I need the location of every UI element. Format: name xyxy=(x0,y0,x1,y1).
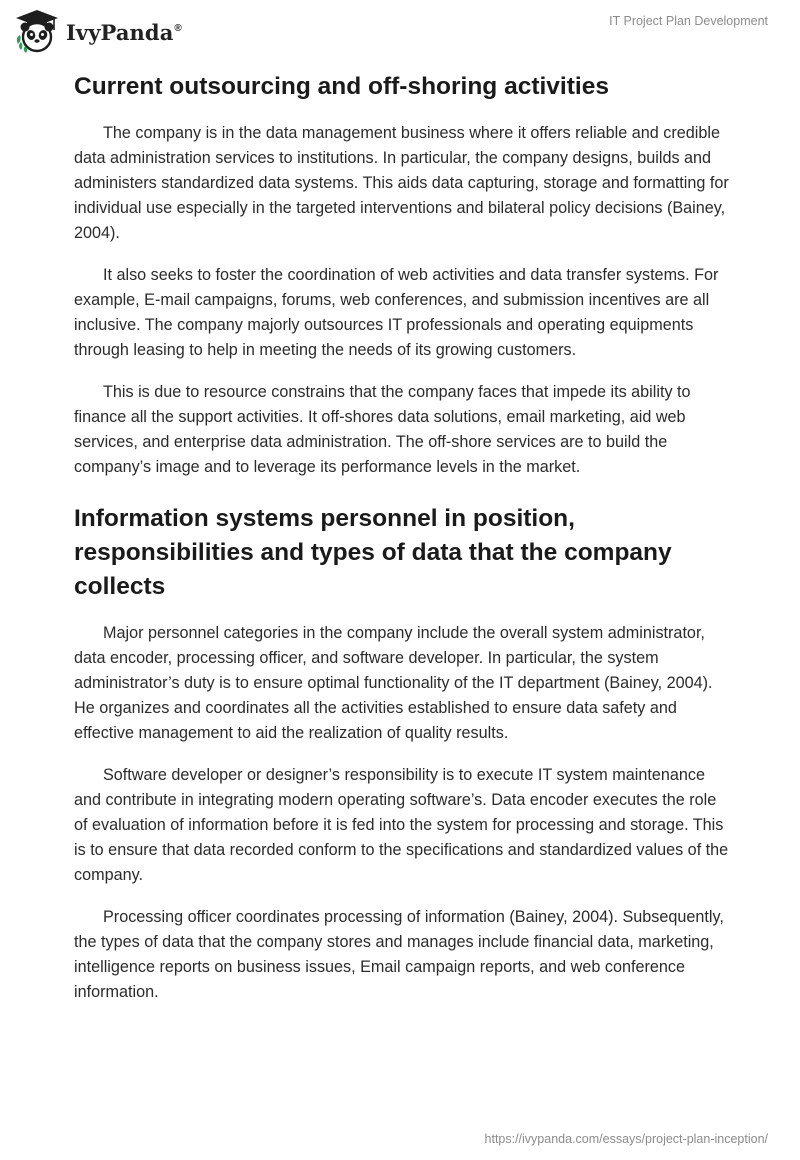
paragraph: Major personnel categories in the company include the overall system administrator, data encoder, processing officer, and software developer. In particular, the system administrator’s duty is to ensure optimal functionality of the IT department (Bainey, 2004). He organizes and coordinates all the activities established to ensure data safety and effective management to aid the realization of quality results. xyxy=(74,624,713,742)
paragraph: Software developer or designer’s responsibility is to execute IT system maintenance and contribute in integrating modern operating software’s. Data encoder executes the role of evaluation of information before it is fed into the system for processing and storage. This is to ensure that data recorded conform to the specifications and standardized values of the company. xyxy=(74,766,729,884)
paragraph: It also seeks to foster the coordination of web activities and data transfer systems. For example, E-mail campaigns, forums, web conferences, and submission incentives are all inclusive. The company majorly outsources IT professionals and operating equipments through leasing to help in meeting the needs of its growing customers. xyxy=(74,266,719,359)
section-heading-personnel: Information systems personnel in position, responsibilities and types of data that the company collects xyxy=(74,505,672,600)
section-heading-outsourcing: Current outsourcing and off-shoring activities xyxy=(74,73,609,100)
panda-graduate-icon xyxy=(14,8,60,54)
registered-mark: ® xyxy=(174,22,182,34)
essay-content xyxy=(74,70,734,1022)
paragraph: The company is in the data management business where it offers reliable and credible data administration services to institutions. In particular, the company designs, builds and administers standardized data systems. This aids data capturing, storage and formatting for individual use especially in the targeted interventions and bilateral policy decisions (Bainey, 2004). xyxy=(74,124,729,242)
ivypanda-logo[interactable] xyxy=(14,8,182,54)
source-url[interactable]: https://ivypanda.com/essays/project-plan-inception/ xyxy=(484,1132,768,1146)
logo-wordmark: IvyPanda® xyxy=(66,19,182,45)
paragraph: Processing officer coordinates processing of information (Bainey, 2004). Subsequently, the types of data that the company stores and manages include financial data, marketing, intelligence reports on business issues, Email campaign reports, and web conference information. xyxy=(74,908,724,1001)
document-title: IT Project Plan Development xyxy=(609,14,768,28)
paragraph: This is due to resource constrains that the company faces that impede its ability to finance all the support activities. It off-shores data solutions, email marketing, aid web services, and enterprise data administration. The off-shore services are to build the company’s image and to leverage its performance levels in the market. xyxy=(74,383,691,476)
page-header xyxy=(0,0,800,60)
